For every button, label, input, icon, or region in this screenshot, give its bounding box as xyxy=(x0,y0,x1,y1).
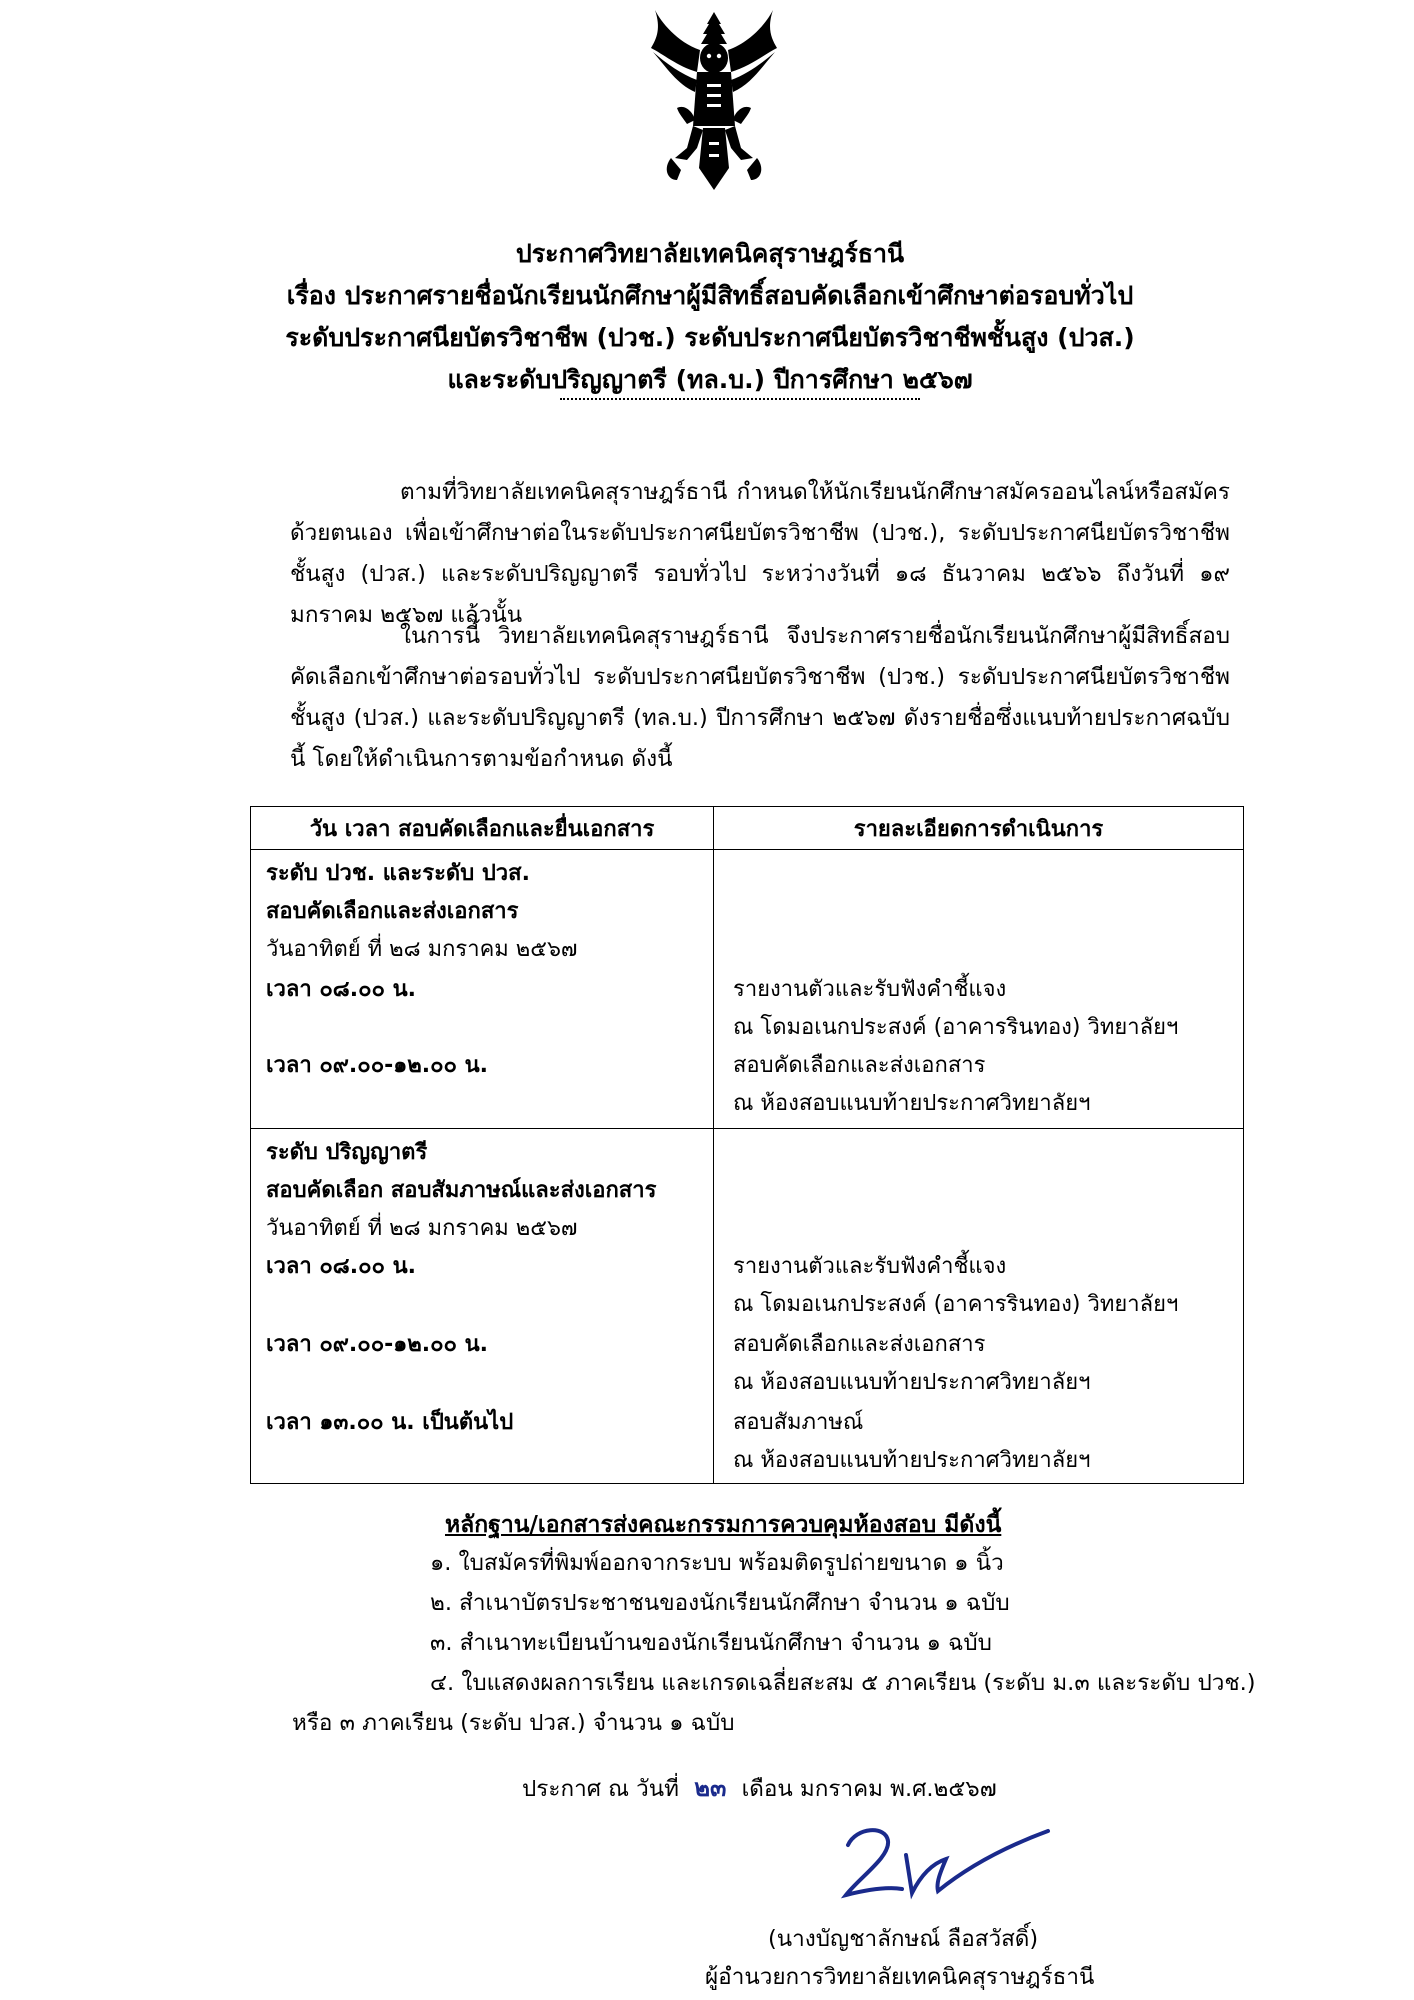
section1-detail-2a: สอบคัดเลือกและส่งเอกสาร xyxy=(733,1053,986,1078)
section2-detail-2a: สอบคัดเลือกและส่งเอกสาร xyxy=(733,1332,986,1357)
document-item-2: ๒. สำเนาบัตรประชาชนของนักเรียนนักศึกษา จำนวน ๑ ฉบับ xyxy=(430,1590,1010,1616)
documents-title: หลักฐาน/เอกสารส่งคณะกรรมการควบคุมห้องสอบ มีดังนี้ xyxy=(445,1512,1002,1538)
section1-title: สอบคัดเลือกและส่งเอกสาร xyxy=(266,899,519,924)
section2-time-1: เวลา ๐๘.๐๐ น. xyxy=(266,1254,417,1279)
section1-date: วันอาทิตย์ ที่ ๒๘ มกราคม ๒๕๖๗ xyxy=(266,937,578,962)
section2-detail-3b: ณ ห้องสอบแนบท้ายประกาศวิทยาลัยฯ xyxy=(733,1448,1091,1473)
document-item-1: ๑. ใบสมัครที่พิมพ์ออกจากระบบ พร้อมติดรูปถ่ายขนาด ๑ นิ้ว xyxy=(430,1550,1004,1576)
paragraph-2-text: ในการนี้ วิทยาลัยเทคนิคสุราษฎร์ธานี จึงประกาศรายชื่อนักเรียนนักศึกษาผู้มีสิทธิ์สอบคัดเลือกเข้าศึกษาต่อรอบทั่วไป ระดับประกาศนียบัตรวิชาชีพ (ปวช.) ระดับประกาศนียบัตรวิชาชีพชั้นสูง (ปวส.) และระดับปริญญาตรี (ทล.บ.) ปีการศึกษา ๒๕๖๗ ดังรายชื่อซึ่งแนบท้ายประกาศฉบับนี้ โดยให้ดำเนินการตามข้อกำหนด ดังนี้ xyxy=(290,623,1230,772)
document-item-3: ๓. สำเนาทะเบียนบ้านของนักเรียนนักศึกษา จำนวน ๑ ฉบับ xyxy=(430,1630,992,1656)
section2-title: สอบคัดเลือก สอบสัมภาษณ์และส่งเอกสาร xyxy=(266,1178,657,1203)
section1-time-2: เวลา ๐๙.๐๐-๑๒.๐๐ น. xyxy=(266,1053,488,1078)
table-header-row xyxy=(251,807,1244,850)
body-paragraph-2 xyxy=(290,616,1230,780)
schedule-table xyxy=(250,806,1244,1484)
section2-left-cell xyxy=(251,1129,714,1484)
paragraph-1-text: ตามที่วิทยาลัยเทคนิคสุราษฎร์ธานี กำหนดให้นักเรียนนักศึกษาสมัครออนไลน์หรือสมัครด้วยตนเอง เพื่อเข้าศึกษาต่อในระดับประกาศนียบัตรวิชาชีพ (ปวช.), ระดับประกาศนียบัตรวิชาชีพชั้นสูง (ปวส.) และระดับปริญญาตรี รอบทั่วไป ระหว่างวันที่ ๑๘ ธันวาคม ๒๕๖๖ ถึงวันที่ ๑๙ มกราคม ๒๕๖๗ แล้วนั้น xyxy=(290,479,1230,628)
document-item-4-continued: หรือ ๓ ภาคเรียน (ระดับ ปวส.) จำนวน ๑ ฉบับ xyxy=(292,1710,735,1736)
header-subject: เรื่อง ประกาศรายชื่อนักเรียนนักศึกษาผู้มีสิทธิ์สอบคัดเลือกเข้าศึกษาต่อรอบทั่วไป xyxy=(286,281,1134,310)
announce-prefix: ประกาศ ณ วันที่ xyxy=(522,1776,680,1802)
body-paragraph-1 xyxy=(290,472,1230,636)
dotted-divider xyxy=(560,398,920,400)
section2-detail-1b: ณ โดมอเนกประสงค์ (อาคารรินทอง) วิทยาลัยฯ xyxy=(733,1292,1179,1317)
section1-detail-1a: รายงานตัวและรับฟังคำชี้แจง xyxy=(733,977,1007,1002)
header-line-4: และระดับปริญญาตรี (ทล.บ.) ปีการศึกษา ๒๕๖๗ xyxy=(447,365,973,394)
section2-detail-2b: ณ ห้องสอบแนบท้ายประกาศวิทยาลัยฯ xyxy=(733,1370,1091,1395)
section2-time-2: เวลา ๐๙.๐๐-๑๒.๐๐ น. xyxy=(266,1332,488,1357)
section1-left-cell xyxy=(251,850,714,1129)
document-item-4: ๔. ใบแสดงผลการเรียน และเกรดเฉลี่ยสะสม ๕ ภาคเรียน (ระดับ ม.๓ และระดับ ปวช.) xyxy=(430,1670,1256,1696)
signer-name: (นางบัญชาลักษณ์ ลือสวัสดิ์) xyxy=(768,1926,1039,1952)
announcement-date xyxy=(522,1768,997,1807)
section1-detail-2b: ณ ห้องสอบแนบท้ายประกาศวิทยาลัยฯ xyxy=(733,1091,1091,1116)
section1-level: ระดับ ปวช. และระดับ ปวส. xyxy=(266,861,530,886)
signature-mark xyxy=(830,1815,1060,1915)
column-header-datetime: วัน เวลา สอบคัดเลือกและยื่นเอกสาร xyxy=(251,807,714,850)
signer-title: ผู้อำนวยการวิทยาลัยเทคนิคสุราษฎร์ธานี xyxy=(705,1964,1095,1990)
section1-time-1: เวลา ๐๘.๐๐ น. xyxy=(266,977,417,1002)
section2-right-cell xyxy=(714,1129,1244,1484)
section1-right-cell xyxy=(714,850,1244,1129)
announce-day-handwritten: ๒๓ xyxy=(694,1774,727,1802)
table-row xyxy=(251,1129,1244,1484)
header-line-1: ประกาศวิทยาลัยเทคนิคสุราษฎร์ธานี xyxy=(515,239,905,268)
section2-time-3: เวลา ๑๓.๐๐ น. เป็นต้นไป xyxy=(266,1410,514,1435)
section2-detail-3a: สอบสัมภาษณ์ xyxy=(733,1410,864,1435)
announce-suffix: เดือน มกราคม พ.ศ.๒๕๖๗ xyxy=(741,1776,997,1802)
column-header-details: รายละเอียดการดำเนินการ xyxy=(714,807,1244,850)
section2-level: ระดับ ปริญญาตรี xyxy=(266,1140,428,1165)
section2-detail-1a: รายงานตัวและรับฟังคำชี้แจง xyxy=(733,1254,1007,1279)
section1-detail-1b: ณ โดมอเนกประสงค์ (อาคารรินทอง) วิทยาลัยฯ xyxy=(733,1015,1179,1040)
header-line-3: ระดับประกาศนียบัตรวิชาชีพ (ปวช.) ระดับประกาศนียบัตรวิชาชีพชั้นสูง (ปวส.) xyxy=(285,323,1135,352)
section2-date: วันอาทิตย์ ที่ ๒๘ มกราคม ๒๕๖๗ xyxy=(266,1216,578,1241)
table-row xyxy=(251,850,1244,1129)
garuda-emblem xyxy=(647,8,781,194)
